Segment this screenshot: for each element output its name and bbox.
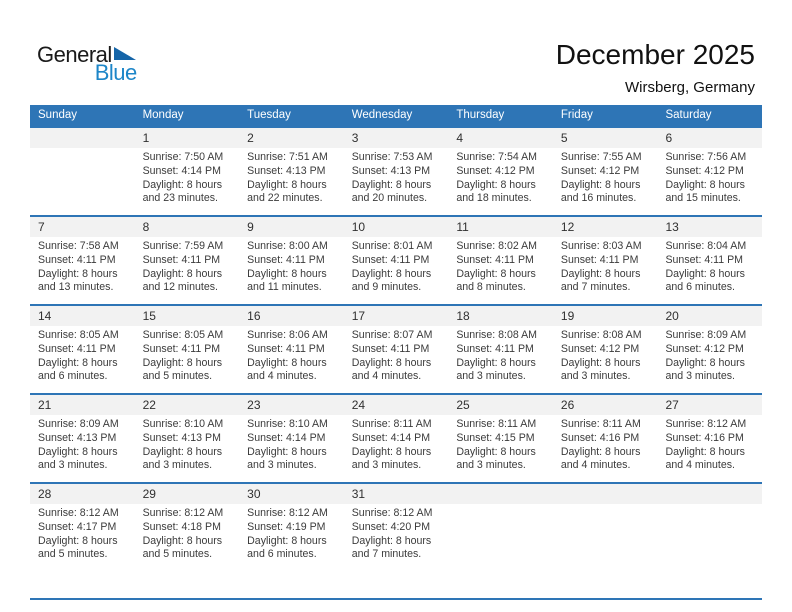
weekday-header-row [30, 105, 762, 126]
day-cell [553, 306, 658, 393]
day-details: Sunrise: 8:01 AM Sunset: 4:11 PM Daylight: 8 hours and 9 minutes. [351, 240, 433, 294]
day-number: 13 [657, 217, 762, 237]
day-details: Sunrise: 8:03 AM Sunset: 4:11 PM Daylight: 8 hours and 7 minutes. [560, 240, 642, 294]
day-number: 19 [553, 306, 658, 326]
weekday-header: Sunday [38, 109, 78, 121]
day-details: Sunrise: 7:53 AM Sunset: 4:13 PM Daylight: 8 hours and 20 minutes. [351, 151, 433, 205]
day-number: 3 [344, 128, 449, 148]
day-cell [135, 306, 240, 393]
weekday-header: Saturday [665, 109, 712, 121]
day-cell [344, 484, 449, 598]
day-details: Sunrise: 8:05 AM Sunset: 4:11 PM Daylight: 8 hours and 6 minutes. [38, 329, 119, 383]
day-cell [239, 217, 344, 304]
day-cell [135, 217, 240, 304]
day-cell [344, 217, 449, 304]
day-details: Sunrise: 8:12 AM Sunset: 4:16 PM Daylight: 8 hours and 4 minutes. [665, 418, 747, 472]
day-cell [344, 395, 449, 482]
weekday-header: Wednesday [351, 109, 413, 121]
day-number: 11 [448, 217, 553, 237]
day-number: 8 [135, 217, 240, 237]
day-number: 26 [553, 395, 658, 415]
empty-day-cell [448, 484, 553, 598]
day-number: 4 [448, 128, 553, 148]
empty-day-cell [657, 484, 762, 598]
weekday-header: Monday [142, 109, 184, 121]
day-number: 21 [30, 395, 135, 415]
day-details: Sunrise: 8:10 AM Sunset: 4:14 PM Daylight: 8 hours and 3 minutes. [247, 418, 328, 472]
day-details: Sunrise: 8:07 AM Sunset: 4:11 PM Daylight: 8 hours and 4 minutes. [351, 329, 433, 383]
day-cell [30, 306, 135, 393]
day-details: Sunrise: 8:12 AM Sunset: 4:20 PM Daylight: 8 hours and 7 minutes. [351, 507, 433, 561]
day-cell [239, 484, 344, 598]
day-details: Sunrise: 8:12 AM Sunset: 4:17 PM Daylight: 8 hours and 5 minutes. [38, 507, 119, 561]
day-number [657, 484, 762, 504]
day-number [553, 484, 658, 504]
location-subtitle: Wirsberg, Germany [624, 79, 755, 96]
day-cell [448, 395, 553, 482]
day-cell [135, 128, 240, 215]
day-cell [553, 395, 658, 482]
day-cell [135, 484, 240, 598]
day-cell [239, 306, 344, 393]
day-details: Sunrise: 7:51 AM Sunset: 4:13 PM Daylight: 8 hours and 22 minutes. [247, 151, 328, 205]
day-number: 7 [30, 217, 135, 237]
day-details: Sunrise: 8:00 AM Sunset: 4:11 PM Daylight: 8 hours and 11 minutes. [247, 240, 328, 294]
day-details: Sunrise: 8:12 AM Sunset: 4:19 PM Daylight: 8 hours and 6 minutes. [247, 507, 328, 561]
weekday-header: Tuesday [247, 109, 291, 121]
day-details: Sunrise: 8:11 AM Sunset: 4:15 PM Daylight: 8 hours and 3 minutes. [456, 418, 537, 472]
day-details: Sunrise: 8:11 AM Sunset: 4:14 PM Daylight: 8 hours and 3 minutes. [351, 418, 432, 472]
day-number: 15 [135, 306, 240, 326]
day-cell [239, 128, 344, 215]
day-cell [344, 128, 449, 215]
logo-text-blue: Blue [94, 60, 137, 85]
day-cell [657, 217, 762, 304]
day-number: 10 [344, 217, 449, 237]
weekday-header: Thursday [456, 109, 505, 121]
day-cell [448, 306, 553, 393]
empty-day-cell [553, 484, 658, 598]
empty-day-cell [30, 128, 135, 215]
day-details: Sunrise: 8:09 AM Sunset: 4:13 PM Daylight: 8 hours and 3 minutes. [38, 418, 119, 472]
day-cell [657, 306, 762, 393]
day-number: 27 [657, 395, 762, 415]
week-row [30, 482, 762, 600]
day-details: Sunrise: 8:09 AM Sunset: 4:12 PM Daylight: 8 hours and 3 minutes. [665, 329, 747, 383]
day-number [448, 484, 553, 504]
day-details: Sunrise: 8:02 AM Sunset: 4:11 PM Daylight: 8 hours and 8 minutes. [456, 240, 537, 294]
day-details: Sunrise: 8:05 AM Sunset: 4:11 PM Daylight: 8 hours and 5 minutes. [142, 329, 224, 383]
day-number: 31 [344, 484, 449, 504]
day-number: 5 [553, 128, 658, 148]
week-row [30, 304, 762, 393]
calendar-body [30, 126, 762, 600]
day-details: Sunrise: 8:10 AM Sunset: 4:13 PM Daylight: 8 hours and 3 minutes. [142, 418, 224, 472]
day-details: Sunrise: 7:56 AM Sunset: 4:12 PM Daylight: 8 hours and 15 minutes. [665, 151, 747, 205]
logo-text-general: General [37, 42, 112, 67]
day-number: 20 [657, 306, 762, 326]
day-number: 16 [239, 306, 344, 326]
day-number: 30 [239, 484, 344, 504]
day-cell [344, 306, 449, 393]
day-cell [30, 217, 135, 304]
weekday-header: Friday [560, 109, 593, 121]
day-details: Sunrise: 8:12 AM Sunset: 4:18 PM Daylight: 8 hours and 5 minutes. [142, 507, 224, 561]
calendar-table [30, 105, 762, 600]
day-details: Sunrise: 8:11 AM Sunset: 4:16 PM Daylight: 8 hours and 4 minutes. [560, 418, 641, 472]
day-number: 6 [657, 128, 762, 148]
day-cell [239, 395, 344, 482]
day-number: 9 [239, 217, 344, 237]
day-details: Sunrise: 7:54 AM Sunset: 4:12 PM Daylight: 8 hours and 18 minutes. [456, 151, 537, 205]
day-cell [30, 395, 135, 482]
day-number: 2 [239, 128, 344, 148]
day-number: 14 [30, 306, 135, 326]
week-row [30, 393, 762, 482]
day-number: 23 [239, 395, 344, 415]
day-cell [553, 217, 658, 304]
day-details: Sunrise: 8:06 AM Sunset: 4:11 PM Daylight: 8 hours and 4 minutes. [247, 329, 328, 383]
day-cell [553, 128, 658, 215]
day-cell [135, 395, 240, 482]
day-number: 28 [30, 484, 135, 504]
day-number [30, 128, 135, 148]
day-number: 24 [344, 395, 449, 415]
day-cell [448, 128, 553, 215]
day-cell [657, 395, 762, 482]
day-details: Sunrise: 7:58 AM Sunset: 4:11 PM Daylight: 8 hours and 13 minutes. [38, 240, 119, 294]
day-details: Sunrise: 8:08 AM Sunset: 4:12 PM Daylight: 8 hours and 3 minutes. [560, 329, 642, 383]
day-number: 29 [135, 484, 240, 504]
general-blue-logo [37, 44, 137, 84]
day-details: Sunrise: 8:08 AM Sunset: 4:11 PM Daylight: 8 hours and 3 minutes. [456, 329, 537, 383]
week-row [30, 126, 762, 215]
day-details: Sunrise: 7:59 AM Sunset: 4:11 PM Daylight: 8 hours and 12 minutes. [142, 240, 224, 294]
day-details: Sunrise: 7:55 AM Sunset: 4:12 PM Daylight: 8 hours and 16 minutes. [560, 151, 642, 205]
day-cell [448, 217, 553, 304]
day-number: 22 [135, 395, 240, 415]
day-number: 25 [448, 395, 553, 415]
week-row [30, 215, 762, 304]
day-details: Sunrise: 7:50 AM Sunset: 4:14 PM Daylight: 8 hours and 23 minutes. [142, 151, 224, 205]
day-details: Sunrise: 8:04 AM Sunset: 4:11 PM Daylight: 8 hours and 6 minutes. [665, 240, 747, 294]
day-cell [657, 128, 762, 215]
day-cell [30, 484, 135, 598]
page-title: December 2025 [555, 39, 755, 70]
day-number: 1 [135, 128, 240, 148]
day-number: 17 [344, 306, 449, 326]
day-number: 12 [553, 217, 658, 237]
day-number: 18 [448, 306, 553, 326]
